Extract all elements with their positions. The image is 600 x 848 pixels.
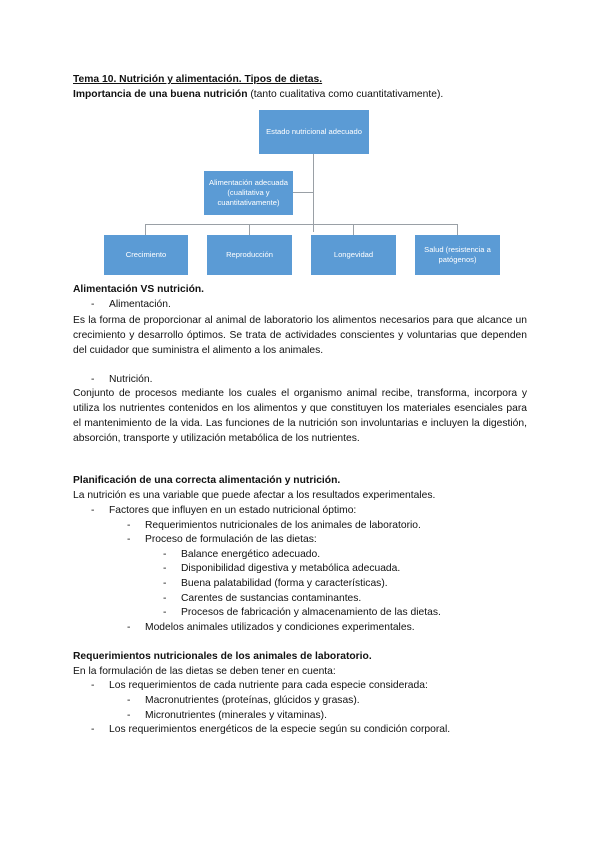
list-dash: - [127, 695, 131, 706]
list-dash: - [163, 607, 167, 618]
diagram-box-assistant: Alimentación adecuada (cualitativa y cuantitativamente) [204, 171, 293, 215]
para-nutricion: Conjunto de procesos mediante los cuales el organismo animal recibe, transforma, incorpora y utiliza los nutrientes contenidos en los alimentos y que constituyen los materiales esenciales para el mantenimiento de la vida. Las funciones de la nutrición son involuntarias e incluyen la digestión, absorción, transporte y utilización metabólica de los nutrientes. [73, 388, 527, 444]
list-item-req-energeticos: Los requerimientos energéticos de la especie según su condición corporal. [109, 724, 451, 735]
list-item-factores: Factores que influyen en un estado nutricional óptimo: [109, 505, 357, 516]
list-item-balance: Balance energético adecuado. [181, 549, 321, 560]
list-dash: - [91, 680, 95, 691]
list-item-micronutrientes: Micronutrientes (minerales y vitaminas). [145, 710, 327, 721]
diagram-box-salud: Salud (resistencia a patógenos) [415, 235, 500, 275]
connector-assistant [293, 192, 313, 193]
section2-intro: La nutrición es una variable que puede afectar a los resultados experimentales. [73, 490, 436, 501]
para-alimentacion: Es la forma de proporcionar al animal de laboratorio los alimentos necesarios para que alcance un crecimiento y desarrollo óptimos. Se trata de actividades conscientes y voluntarias que dependen del cuidador que suministra el alimento a los animales. [73, 315, 527, 356]
importance-line [73, 88, 443, 101]
bullet-alimentacion: Alimentación. [109, 299, 171, 310]
list-dash: - [163, 578, 167, 589]
list-item-requerimientos: Requerimientos nutricionales de los animales de laboratorio. [145, 520, 421, 531]
list-item-req-nutriente: Los requerimientos de cada nutriente para cada especie considerada: [109, 680, 428, 691]
connector-child-3 [353, 224, 354, 235]
list-dash: - [127, 534, 131, 545]
connector-child-1 [145, 224, 146, 235]
list-dash: - [163, 549, 167, 560]
diagram-box-top: Estado nutricional adecuado [259, 110, 369, 154]
diagram-box-crecimiento: Crecimiento [104, 235, 188, 275]
list-item-macronutrientes: Macronutrientes (proteínas, glúcidos y grasas). [145, 695, 360, 706]
list-dash: - [127, 520, 131, 531]
list-dash: - [127, 710, 131, 721]
list-dash: - [91, 374, 95, 385]
connector-child-2 [249, 224, 250, 235]
section3-intro: En la formulación de las dietas se deben tener en cuenta: [73, 666, 336, 677]
section3-heading: Requerimientos nutricionales de los animales de laboratorio. [73, 651, 372, 662]
connector-vertical-main [313, 154, 314, 232]
section1-heading: Alimentación VS nutrición. [73, 284, 205, 295]
connector-child-4 [457, 224, 458, 235]
list-dash: - [163, 563, 167, 574]
importance-note: (tanto cualitativa como cuantitativamente). [247, 89, 444, 100]
list-item-palatabilidad: Buena palatabilidad (forma y características). [181, 578, 388, 589]
connector-horizontal [145, 224, 458, 225]
list-dash: - [163, 593, 167, 604]
list-dash: - [127, 622, 131, 633]
list-item-carentes: Carentes de sustancias contaminantes. [181, 593, 362, 604]
list-item-disponibilidad: Disponibilidad digestiva y metabólica adecuada. [181, 563, 401, 574]
list-dash: - [91, 299, 95, 310]
diagram-box-reproduccion: Reproducción [207, 235, 292, 275]
list-item-modelos: Modelos animales utilizados y condiciones experimentales. [145, 622, 415, 633]
document-title: Tema 10. Nutrición y alimentación. Tipos de dietas. [73, 74, 323, 85]
diagram-box-longevidad: Longevidad [311, 235, 396, 275]
section2-heading: Planificación de una correcta alimentación y nutrición. [73, 475, 341, 486]
list-dash: - [91, 505, 95, 516]
importance-heading: Importancia de una buena nutrición [73, 89, 248, 100]
list-item-proceso: Proceso de formulación de las dietas: [145, 534, 317, 545]
bullet-nutricion: Nutrición. [109, 374, 153, 385]
list-dash: - [91, 724, 95, 735]
list-item-procesos: Procesos de fabricación y almacenamiento de las dietas. [181, 607, 441, 618]
